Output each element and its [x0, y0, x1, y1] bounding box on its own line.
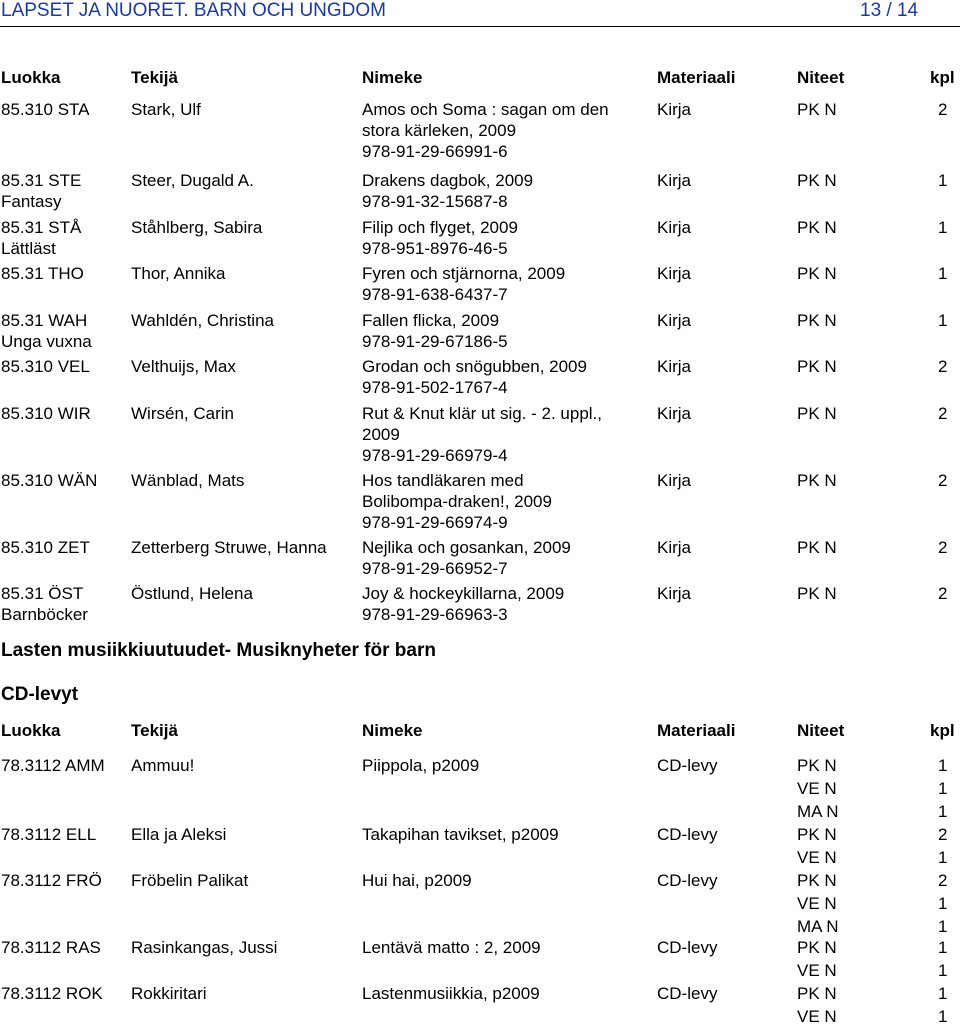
copy-count: 2 — [938, 471, 948, 490]
col-header-materiaali: Materiaali — [657, 721, 736, 740]
material: Kirja — [657, 264, 692, 283]
title: Filip och flyget, 2009 — [362, 218, 518, 237]
copy-count: 1 — [938, 756, 948, 775]
location: VE N — [797, 961, 837, 980]
class-code: 85.310 WIR — [1, 404, 91, 423]
material: Kirja — [657, 404, 692, 423]
material: Kirja — [657, 538, 692, 557]
title: 978-91-502-1767-4 — [362, 378, 508, 397]
material: CD-levy — [657, 825, 718, 844]
title: Grodan och snögubben, 2009 — [362, 357, 587, 376]
material: Kirja — [657, 218, 692, 237]
material: Kirja — [657, 584, 692, 603]
location: VE N — [797, 894, 837, 913]
section-heading: Lasten musiikkiuutuudet- Musiknyheter för barn — [1, 640, 436, 661]
material: Kirja — [657, 100, 692, 119]
author: Thor, Annika — [131, 264, 226, 283]
location: PK N — [797, 471, 837, 490]
title: Nejlika och gosankan, 2009 — [362, 538, 571, 557]
location: MA N — [797, 802, 839, 821]
location: PK N — [797, 404, 837, 423]
title: Piippola, p2009 — [362, 756, 480, 775]
copy-count: 2 — [938, 404, 948, 423]
author: Wahldén, Christina — [131, 311, 274, 330]
author: Wänblad, Mats — [131, 471, 245, 490]
copy-count: 1 — [938, 894, 948, 913]
class-code: 78.3112 ROK — [1, 984, 103, 1003]
class-code: 85.31 STÅ — [1, 218, 82, 237]
title: 978-91-29-66974-9 — [362, 513, 508, 532]
copy-count: 2 — [938, 357, 948, 376]
location: MA N — [797, 917, 839, 936]
copy-count: 1 — [938, 848, 948, 867]
material: Kirja — [657, 171, 692, 190]
author: Ammuu! — [131, 756, 195, 775]
class-code: Fantasy — [1, 192, 62, 211]
material: CD-levy — [657, 984, 718, 1003]
material: CD-levy — [657, 938, 718, 957]
title: 978-951-8976-46-5 — [362, 239, 508, 258]
author: Wirsén, Carin — [131, 404, 234, 423]
title: 978-91-29-67186-5 — [362, 332, 508, 351]
copy-count: 2 — [938, 825, 948, 844]
title: Amos och Soma : sagan om den — [362, 100, 609, 119]
title: Rut & Knut klär ut sig. - 2. uppl., — [362, 404, 603, 423]
copy-count: 1 — [938, 917, 948, 936]
location: PK N — [797, 264, 837, 283]
class-code: 78.3112 AMM — [1, 756, 105, 775]
class-code: 85.310 VEL — [1, 357, 90, 376]
material: Kirja — [657, 471, 692, 490]
col-header-kpl: kpl — [930, 68, 955, 87]
title: 978-91-32-15687-8 — [362, 192, 508, 211]
author: Steer, Dugald A. — [131, 171, 254, 190]
title: 2009 — [362, 425, 400, 444]
class-code: 78.3112 RAS — [1, 938, 101, 957]
col-header-luokka: Luokka — [1, 721, 61, 740]
material: Kirja — [657, 357, 692, 376]
page-header — [0, 0, 960, 27]
location: PK N — [797, 538, 837, 557]
class-code: 78.3112 ELL — [1, 825, 97, 844]
location: PK N — [797, 938, 837, 957]
location: PK N — [797, 218, 837, 237]
title: 978-91-29-66963-3 — [362, 605, 508, 624]
copy-count: 2 — [938, 538, 948, 557]
class-code: 85.31 STE — [1, 171, 82, 190]
copy-count: 1 — [938, 264, 948, 283]
title: Lastenmusiikkia, p2009 — [362, 984, 540, 1003]
col-header-materiaali: Materiaali — [657, 68, 736, 87]
author: Rasinkangas, Jussi — [131, 938, 278, 957]
location: PK N — [797, 100, 837, 119]
material: Kirja — [657, 311, 692, 330]
location: PK N — [797, 311, 837, 330]
location: VE N — [797, 779, 837, 798]
title: Joy & hockeykillarna, 2009 — [362, 584, 565, 603]
col-header-niteet: Niteet — [797, 68, 845, 87]
location: PK N — [797, 584, 837, 603]
class-code: 85.31 THO — [1, 264, 84, 283]
copy-count: 1 — [938, 961, 948, 980]
col-header-kpl: kpl — [930, 721, 955, 740]
author: Velthuijs, Max — [131, 357, 236, 376]
title: Hos tandläkaren med — [362, 471, 524, 490]
copy-count: 2 — [938, 100, 948, 119]
page-title: LAPSET JA NUORET. BARN OCH UNGDOM — [1, 0, 386, 21]
subsection-heading: CD-levyt — [1, 684, 79, 705]
class-code: Unga vuxna — [1, 332, 92, 351]
location: PK N — [797, 825, 837, 844]
author: Zetterberg Struwe, Hanna — [131, 538, 327, 557]
copy-count: 2 — [938, 871, 948, 890]
title: stora kärleken, 2009 — [362, 121, 517, 140]
author: Rokkiritari — [131, 984, 207, 1003]
location: VE N — [797, 848, 837, 867]
class-code: 85.31 ÖST — [1, 584, 84, 603]
copy-count: 1 — [938, 1007, 948, 1026]
location: PK N — [797, 171, 837, 190]
author: Stark, Ulf — [131, 100, 201, 119]
title: Bolibompa-draken!, 2009 — [362, 492, 552, 511]
material: CD-levy — [657, 756, 718, 775]
title: Fyren och stjärnorna, 2009 — [362, 264, 566, 283]
title: 978-91-29-66991-6 — [362, 142, 508, 161]
copy-count: 1 — [938, 779, 948, 798]
copy-count: 2 — [938, 584, 948, 603]
location: VE N — [797, 1007, 837, 1026]
col-header-niteet: Niteet — [797, 721, 845, 740]
class-code: 85.31 WAH — [1, 311, 88, 330]
class-code: 85.310 STA — [1, 100, 90, 119]
title: Drakens dagbok, 2009 — [362, 171, 534, 190]
title: Hui hai, p2009 — [362, 871, 472, 890]
copy-count: 1 — [938, 171, 948, 190]
copy-count: 1 — [938, 938, 948, 957]
class-code: Barnböcker — [1, 605, 88, 624]
location: PK N — [797, 984, 837, 1003]
location: PK N — [797, 756, 837, 775]
location: PK N — [797, 357, 837, 376]
copy-count: 1 — [938, 802, 948, 821]
class-code: 78.3112 FRÖ — [1, 871, 102, 890]
title: Lentävä matto : 2, 2009 — [362, 938, 541, 957]
title: 978-91-29-66979-4 — [362, 446, 508, 465]
title: 978-91-638-6437-7 — [362, 285, 508, 304]
material: CD-levy — [657, 871, 718, 890]
author: Fröbelin Palikat — [131, 871, 249, 890]
class-code: 85.310 ZET — [1, 538, 90, 557]
location: PK N — [797, 871, 837, 890]
col-header-tekija: Tekijä — [131, 721, 178, 740]
title: Fallen flicka, 2009 — [362, 311, 500, 330]
author: Ståhlberg, Sabira — [131, 218, 263, 237]
col-header-nimeke: Nimeke — [362, 721, 423, 740]
title: 978-91-29-66952-7 — [362, 559, 508, 578]
author: Östlund, Helena — [131, 584, 253, 603]
class-code: 85.310 WÄN — [1, 471, 98, 490]
author: Ella ja Aleksi — [131, 825, 227, 844]
copy-count: 1 — [938, 984, 948, 1003]
copy-count: 1 — [938, 218, 948, 237]
class-code: Lättläst — [1, 239, 56, 258]
title: Takapihan tavikset, p2009 — [362, 825, 559, 844]
col-header-luokka: Luokka — [1, 68, 61, 87]
copy-count: 1 — [938, 311, 948, 330]
col-header-tekija: Tekijä — [131, 68, 178, 87]
page-number: 13 / 14 — [860, 0, 919, 21]
col-header-nimeke: Nimeke — [362, 68, 423, 87]
